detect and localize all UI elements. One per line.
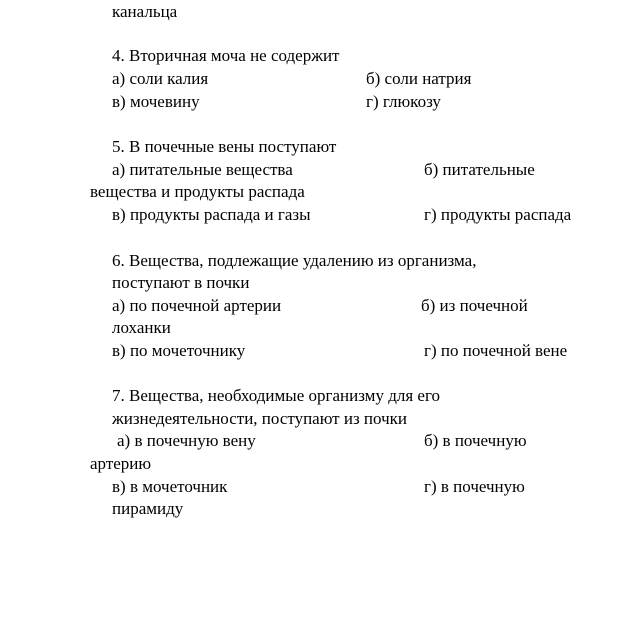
q4-option-a: а) соли калия bbox=[112, 69, 209, 88]
q7-option-b-line2: артерию bbox=[90, 454, 152, 473]
q7-option-g-line2: пирамиду bbox=[112, 499, 184, 518]
intro-tail-text: канальца bbox=[112, 2, 178, 21]
q5-option-a: а) питательные вещества bbox=[112, 160, 293, 179]
q6-question-line2: поступают в почки bbox=[112, 273, 250, 292]
q7-option-a: а) в почечную вену bbox=[117, 431, 256, 450]
q5-option-b-line2: вещества и продукты распада bbox=[90, 182, 305, 201]
q5-option-b-line1: б) питательные bbox=[424, 160, 535, 179]
q5-option-g: г) продукты распада bbox=[424, 205, 572, 224]
q5-question: 5. В почечные вены поступают bbox=[112, 137, 337, 156]
q5-option-v: в) продукты распада и газы bbox=[112, 205, 311, 224]
q4-question: 4. Вторичная моча не содержит bbox=[112, 46, 340, 65]
q7-question-line1: 7. Вещества, необходимые организму для его bbox=[112, 386, 440, 405]
q4-option-g: г) глюкозу bbox=[366, 92, 441, 111]
q6-option-a: а) по почечной артерии bbox=[112, 296, 282, 315]
q4-option-b: б) соли натрия bbox=[366, 69, 472, 88]
q6-option-g: г) по почечной вене bbox=[424, 341, 568, 360]
q7-question-line2: жизнедеятельности, поступают из почки bbox=[112, 409, 407, 428]
q6-option-b-line2: лоханки bbox=[112, 318, 171, 337]
q7-option-g-line1: г) в почечную bbox=[424, 477, 525, 496]
q4-option-v: в) мочевину bbox=[112, 92, 200, 111]
q6-question-line1: 6. Вещества, подлежащие удалению из организма, bbox=[112, 251, 477, 270]
q7-option-v: в) в мочеточник bbox=[112, 477, 228, 496]
q6-option-b-line1: б) из почечной bbox=[421, 296, 528, 315]
q6-option-v: в) по мочеточнику bbox=[112, 341, 246, 360]
q7-option-b-line1: б) в почечную bbox=[424, 431, 527, 450]
